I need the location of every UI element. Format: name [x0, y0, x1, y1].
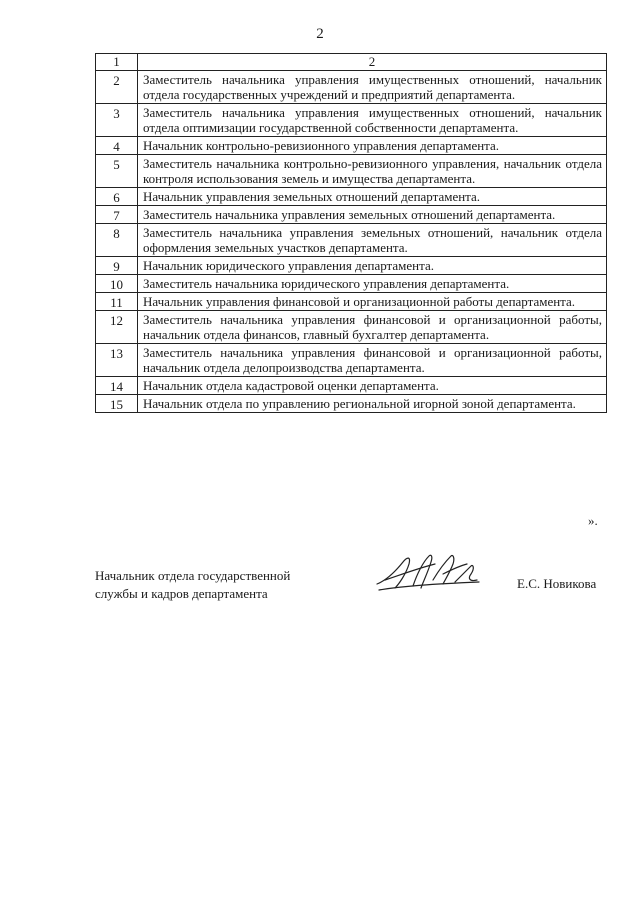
- signer-title-line: Начальник отдела государственной: [95, 568, 291, 583]
- table-header-row: [96, 54, 607, 71]
- signer-title-line: службы и кадров департамента: [95, 586, 268, 601]
- row-number: 6: [96, 188, 138, 206]
- row-number: 10: [96, 275, 138, 293]
- table-row: [96, 155, 607, 188]
- row-number: 2: [96, 71, 138, 104]
- position-title: Заместитель начальника юридического управления департамента.: [138, 275, 607, 293]
- table-row: [96, 275, 607, 293]
- table-row: [96, 377, 607, 395]
- column-header: 1: [96, 54, 138, 71]
- row-number: 5: [96, 155, 138, 188]
- row-number: 15: [96, 395, 138, 413]
- table-row: [96, 311, 607, 344]
- row-number: 3: [96, 104, 138, 137]
- closing-quote: ».: [588, 513, 598, 528]
- position-title: Заместитель начальника управления финансовой и организационной работы, начальник отдела финансов, главный бухгалтер департамента.: [138, 311, 607, 344]
- position-title: Заместитель начальника управления финансовой и организационной работы, начальник отдела делопроизводства департамента.: [138, 344, 607, 377]
- handwritten-signature: [373, 550, 485, 594]
- row-number: 14: [96, 377, 138, 395]
- position-title: Заместитель начальника управления земельных отношений департамента.: [138, 206, 607, 224]
- position-title: Начальник юридического управления департамента.: [138, 257, 607, 275]
- table-row: [96, 344, 607, 377]
- signer-title: [95, 567, 290, 603]
- position-title: Начальник контрольно-ревизионного управления департамента.: [138, 137, 607, 155]
- position-title: Заместитель начальника контрольно-ревизионного управления, начальник отдела контроля использования земель и имущества департамента.: [138, 155, 607, 188]
- position-title: Начальник отдела по управлению региональной игорной зоной департамента.: [138, 395, 607, 413]
- page-number: 2: [316, 26, 324, 42]
- table-row: [96, 188, 607, 206]
- row-number: 7: [96, 206, 138, 224]
- table-row: [96, 137, 607, 155]
- row-number: 11: [96, 293, 138, 311]
- table-row: [96, 71, 607, 104]
- table-row: [96, 257, 607, 275]
- table-row: [96, 224, 607, 257]
- row-number: 9: [96, 257, 138, 275]
- row-number: 8: [96, 224, 138, 257]
- signer-name: Е.С. Новикова: [517, 576, 597, 591]
- row-number: 12: [96, 311, 138, 344]
- position-title: Заместитель начальника управления земельных отношений, начальник отдела оформления земельных участков департамента.: [138, 224, 607, 257]
- table-row: [96, 104, 607, 137]
- table-row: [96, 206, 607, 224]
- table-row: [96, 395, 607, 413]
- position-title: Начальник отдела кадастровой оценки департамента.: [138, 377, 607, 395]
- table-row: [96, 293, 607, 311]
- position-title: Заместитель начальника управления имущественных отношений, начальник отдела оптимизации государственной собственности департамента.: [138, 104, 607, 137]
- position-title: Начальник управления финансовой и организационной работы департамента.: [138, 293, 607, 311]
- column-header: 2: [138, 54, 607, 71]
- row-number: 13: [96, 344, 138, 377]
- row-number: 4: [96, 137, 138, 155]
- position-title: Заместитель начальника управления имущественных отношений, начальник отдела государственных учреждений и предприятий департамента.: [138, 71, 607, 104]
- positions-table: [95, 53, 607, 413]
- position-title: Начальник управления земельных отношений департамента.: [138, 188, 607, 206]
